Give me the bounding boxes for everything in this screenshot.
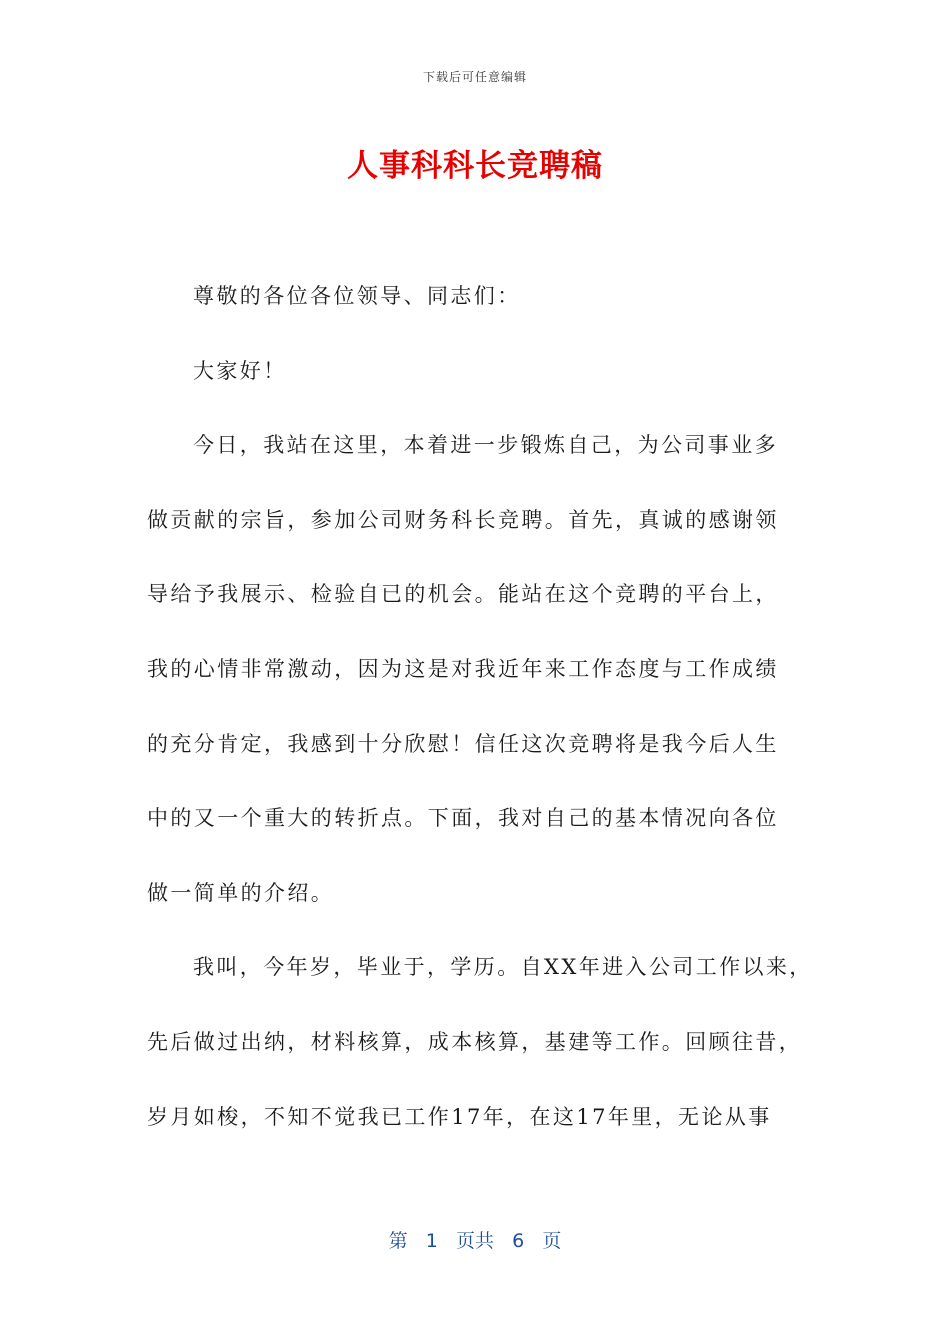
body-line: 中的又一个重大的转折点。下面，我对自己的基本情况向各位 — [147, 806, 779, 831]
page-label-suffix: 页 — [542, 1230, 562, 1252]
body-line: 岁月如梭，不知不觉我已工作17年，在这17年里，无论从事 — [147, 1104, 772, 1129]
document-body — [147, 277, 812, 1172]
body-line: 我叫，今年岁，毕业于，学历。自XX年进入公司工作以来， — [193, 955, 813, 980]
body-line: 的充分肯定，我感到十分欣慰！信任这次竞聘将是我今后人生 — [147, 731, 779, 756]
body-line: 做一简单的介绍。 — [147, 880, 335, 905]
body-line: 做贡献的宗旨，参加公司财务科长竞聘。首先，真诚的感谢领 — [147, 507, 779, 532]
body-line: 今日，我站在这里，本着进一步锻炼自己，为公司事业多 — [193, 433, 778, 458]
header-note: 下载后可任意编辑 — [422, 70, 527, 84]
document-title: 人事科科长竞聘稿 — [347, 148, 603, 184]
page-footer — [0, 1226, 950, 1253]
body-line: 先后做过出纳，材料核算，成本核算，基建等工作。回顾往昔， — [147, 1029, 803, 1054]
page-label-mid: 页共 — [455, 1230, 494, 1252]
body-line: 我的心情非常激动，因为这是对我近年来工作态度与工作成绩 — [147, 656, 779, 681]
body-line: 导给予我展示、检验自已的机会。能站在这个竞聘的平台上， — [147, 582, 779, 607]
page-label-prefix: 第 — [388, 1230, 408, 1252]
page-number: 1 — [425, 1230, 438, 1252]
body-line: 大家好！ — [193, 358, 287, 383]
total-pages: 6 — [512, 1230, 525, 1252]
body-line: 尊敬的各位各位领导、同志们： — [193, 284, 521, 308]
